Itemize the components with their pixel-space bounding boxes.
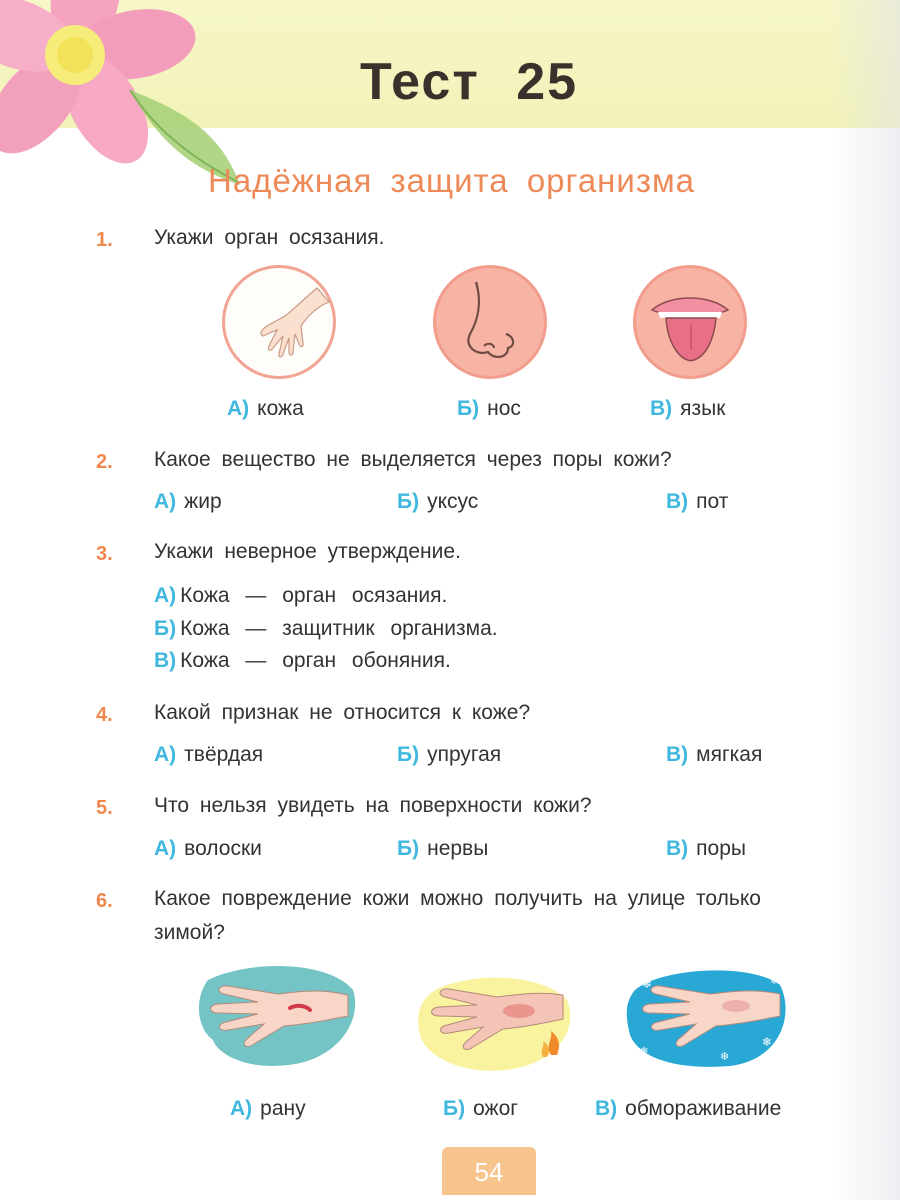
question-number-6: 6. [96,890,113,912]
svg-text:❄: ❄ [640,1046,649,1057]
question-number-3: 3. [96,543,113,565]
svg-text:❄: ❄ [770,976,779,987]
question-number-4: 4. [96,704,113,726]
q3-option-b[interactable]: Б) Кожа — защитник организма. [154,617,498,640]
q6-option-a[interactable]: А) рану [230,1097,306,1120]
q2-option-a[interactable]: А) жир [154,490,222,513]
svg-text:❄: ❄ [762,1035,773,1049]
q6-option-c[interactable]: В) обмораживание [595,1097,782,1120]
question-number-5: 5. [96,797,113,819]
question-text-2: Какое вещество не выделяется через поры кожи? [154,448,672,471]
question-number-2: 2. [96,451,113,473]
q1-option-a[interactable]: А) кожа [227,397,304,420]
q3-option-c[interactable]: В) Кожа — орган обоняния. [154,649,451,672]
q4-option-b[interactable]: Б) упругая [397,743,502,766]
nose-image[interactable] [433,265,547,379]
question-text-6-line2: зимой? [154,921,225,944]
question-text-3: Укажи неверное утверждение. [154,540,461,563]
question-text-6-line1: Какое повреждение кожи можно получить на улице только [154,887,761,910]
q4-option-c[interactable]: В) мягкая [666,743,763,766]
q5-option-c[interactable]: В) поры [666,837,746,860]
wounded-hand-icon[interactable] [188,960,363,1072]
q6-option-b[interactable]: Б) ожог [443,1097,518,1120]
q2-option-b[interactable]: Б) уксус [397,490,479,513]
burned-hand-icon[interactable] [405,965,580,1077]
q1-option-c[interactable]: В) язык [650,397,726,420]
q2-option-c[interactable]: В) пот [666,490,729,513]
test-subtitle: Надёжная защита организма [208,162,696,199]
q5-option-b[interactable]: Б) нервы [397,837,489,860]
question-text-5: Что нельзя увидеть на поверхности кожи? [154,794,592,817]
test-title: Тест 25 [360,53,579,111]
svg-text:❄: ❄ [642,977,653,991]
q1-option-b[interactable]: Б) нос [457,397,521,420]
page-number: 54 [442,1147,536,1195]
question-text-4: Какой признак не относится к коже? [154,701,531,724]
question-number-1: 1. [96,229,113,251]
hand-image[interactable] [222,265,336,379]
q5-option-a[interactable]: А) волоски [154,837,262,860]
page-edge-shadow [830,0,900,1200]
q4-option-a[interactable]: А) твёрдая [154,743,264,766]
question-text-1: Укажи орган осязания. [154,226,385,249]
hand-icon [225,268,333,376]
svg-text:❄: ❄ [720,1050,730,1063]
nose-icon [436,268,544,376]
tongue-image[interactable] [633,265,747,379]
q3-option-a[interactable]: А) Кожа — орган осязания. [154,584,448,607]
tongue-icon [636,268,744,376]
frostbitten-hand-icon[interactable] [620,960,795,1072]
